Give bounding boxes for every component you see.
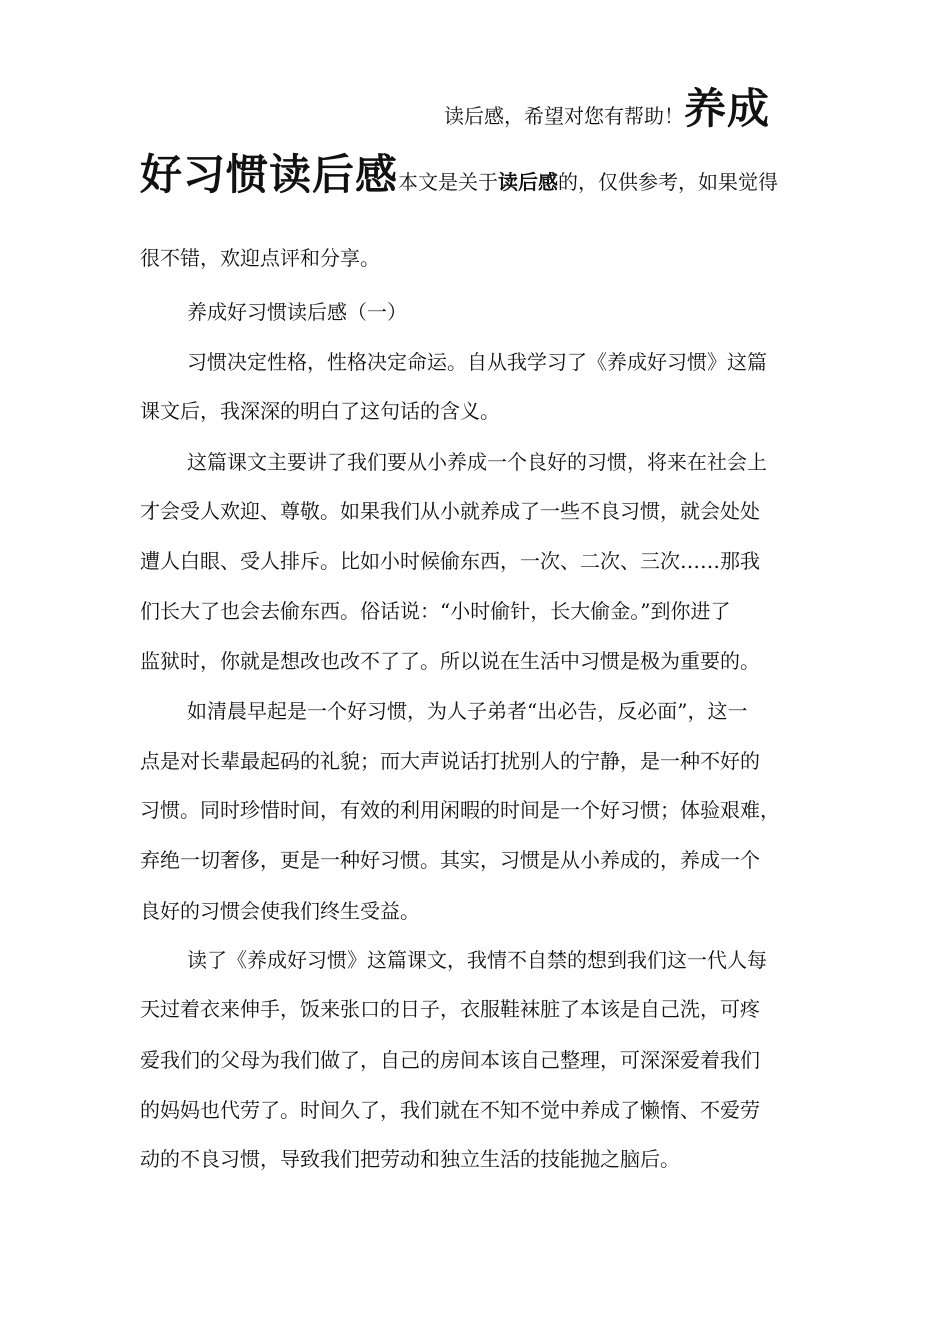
desc-before: 本文是关于 [398, 170, 499, 194]
body-line: 爱我们的父母为我们做了，自己的房间本该自己整理，可深深爱着我们 [140, 1048, 760, 1072]
body-line: 习惯决定性格，性格决定命运。自从我学习了《养成好习惯》这篇 [187, 350, 767, 374]
body-line: 习惯。同时珍惜时间，有效的利用闲暇的时间是一个好习惯；体验艰难， [140, 798, 780, 822]
body-line: 监狱时，你就是想改也改不了了。所以说在生活中习惯是极为重要的。 [140, 649, 760, 673]
body-line: 课文后，我深深的明白了这句话的含义。 [140, 399, 500, 423]
body-line: 读了《养成好习惯》这篇课文，我情不自禁的想到我们这一代人每 [187, 948, 767, 972]
desc-bold: 读后感 [498, 170, 559, 194]
intro-line [444, 76, 770, 136]
desc-after: 的，仅供参考，如果觉得 [558, 170, 779, 194]
title-part2: 好习惯读后感 [140, 150, 399, 199]
body-line: 才会受人欢迎、尊敬。如果我们从小就养成了一些不良习惯，就会处处 [140, 499, 760, 523]
section-heading: 养成好习惯读后感（一） [187, 300, 407, 324]
body-line: 们长大了也会去偷东西。俗话说：“小时偷针，长大偷金。”到你进了 [140, 599, 731, 623]
body-line: 这篇课文主要讲了我们要从小养成一个良好的习惯，将来在社会上 [187, 450, 767, 474]
body-line: 良好的习惯会使我们终生受益。 [140, 899, 420, 923]
title-line [140, 142, 778, 202]
body-line: 天过着衣来伸手，饭来张口的日子，衣服鞋袜脏了本该是自己洗，可疼 [140, 997, 760, 1021]
body-line: 遭人白眼、受人排斥。比如小时候偷东西，一次、二次、三次……那我 [140, 549, 760, 573]
body-line: 动的不良习惯，导致我们把劳动和独立生活的技能抛之脑后。 [140, 1147, 680, 1171]
body-line: 如清晨早起是一个好习惯，为人子弟者“出必告，反必面”，这一 [187, 699, 748, 723]
body-line: 点是对长辈最起码的礼貌；而大声说话打扰别人的宁静，是一种不好的 [140, 749, 760, 773]
intro-prefix: 读后感，希望对您有帮助！ [444, 104, 684, 128]
body-line: 弃绝一切奢侈，更是一种好习惯。其实，习惯是从小养成的，养成一个 [140, 848, 760, 872]
desc-line2: 很不错，欢迎点评和分享。 [140, 246, 380, 270]
title-part1: 养成 [684, 84, 771, 133]
body-line: 的妈妈也代劳了。时间久了，我们就在不知不觉中养成了懒惰、不爱劳 [140, 1098, 760, 1122]
